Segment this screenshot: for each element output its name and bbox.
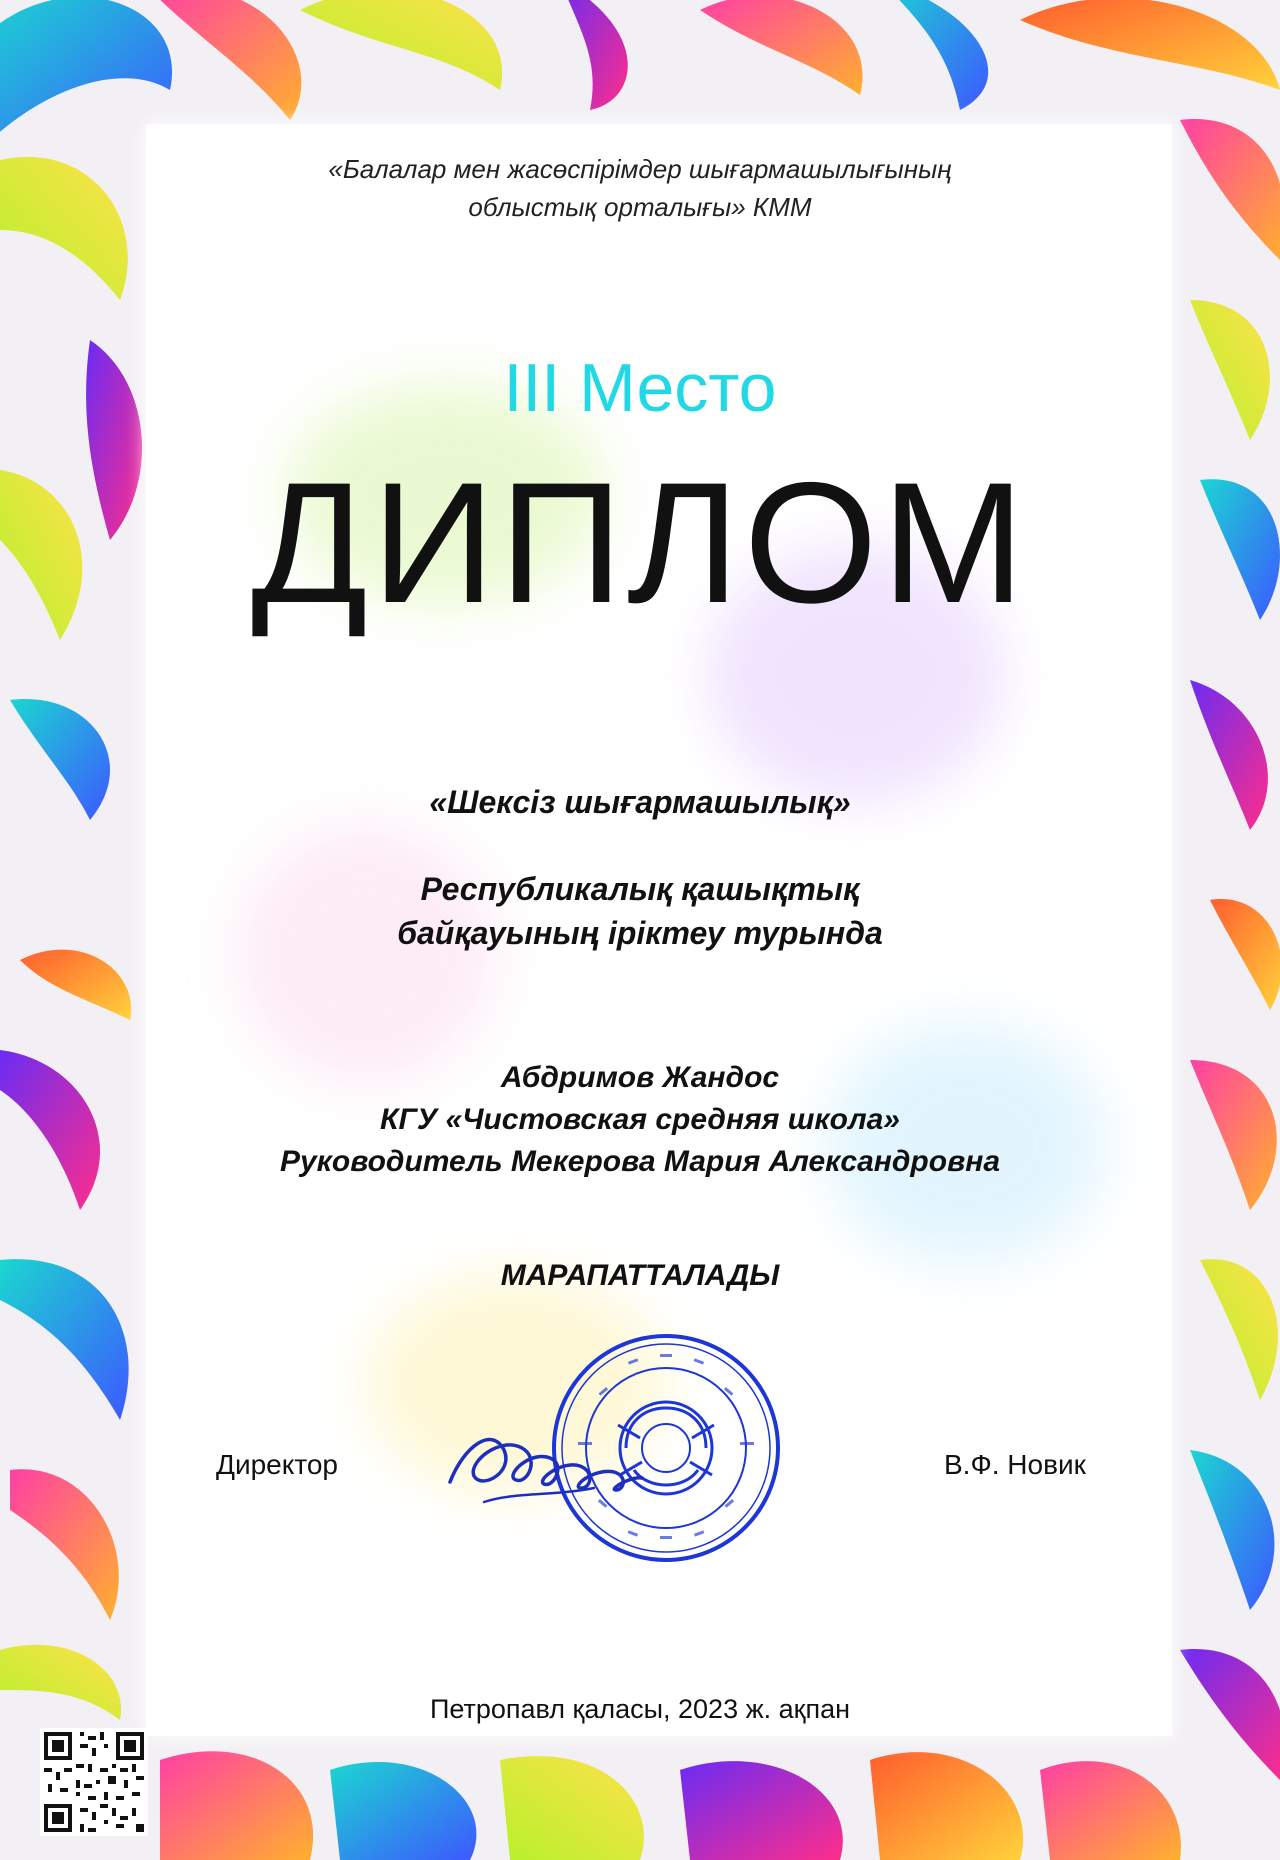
qr-code-icon [40, 1728, 148, 1836]
contest-stage-line-2: байқауының іріктеу турында [397, 915, 883, 951]
organization-line-1: «Балалар мен жасөспірімдер шығармашылығының [328, 154, 952, 184]
winner-school: КГУ «Чистовская средняя школа» [380, 1103, 900, 1136]
award-text: МАРАПАТТАЛАДЫ [500, 1259, 780, 1292]
handwritten-signature-icon [444, 1406, 644, 1516]
diploma-title: ДИПЛОМ [251, 447, 1029, 639]
place-and-date: Петропавл қаласы, 2023 ж. ақпан [429, 1694, 851, 1724]
organization-line-2: облыстық орталығы» КММ [468, 192, 812, 222]
signatory-name: В.Ф. Новик [944, 1449, 1086, 1480]
place-heading: III Место [503, 350, 777, 426]
signatory-role: Директор [216, 1449, 338, 1480]
winner-name: Абдримов Жандос [500, 1061, 780, 1094]
winner-supervisor: Руководитель Мекерова Мария Александровна [279, 1145, 1000, 1178]
contest-name: «Шексіз шығармашылық» [429, 784, 851, 820]
winner-block [0, 1057, 1280, 1183]
contest-stage [0, 867, 1280, 955]
organization-name [0, 150, 1280, 226]
contest-stage-line-1: Республикалық қашықтық [420, 871, 860, 907]
